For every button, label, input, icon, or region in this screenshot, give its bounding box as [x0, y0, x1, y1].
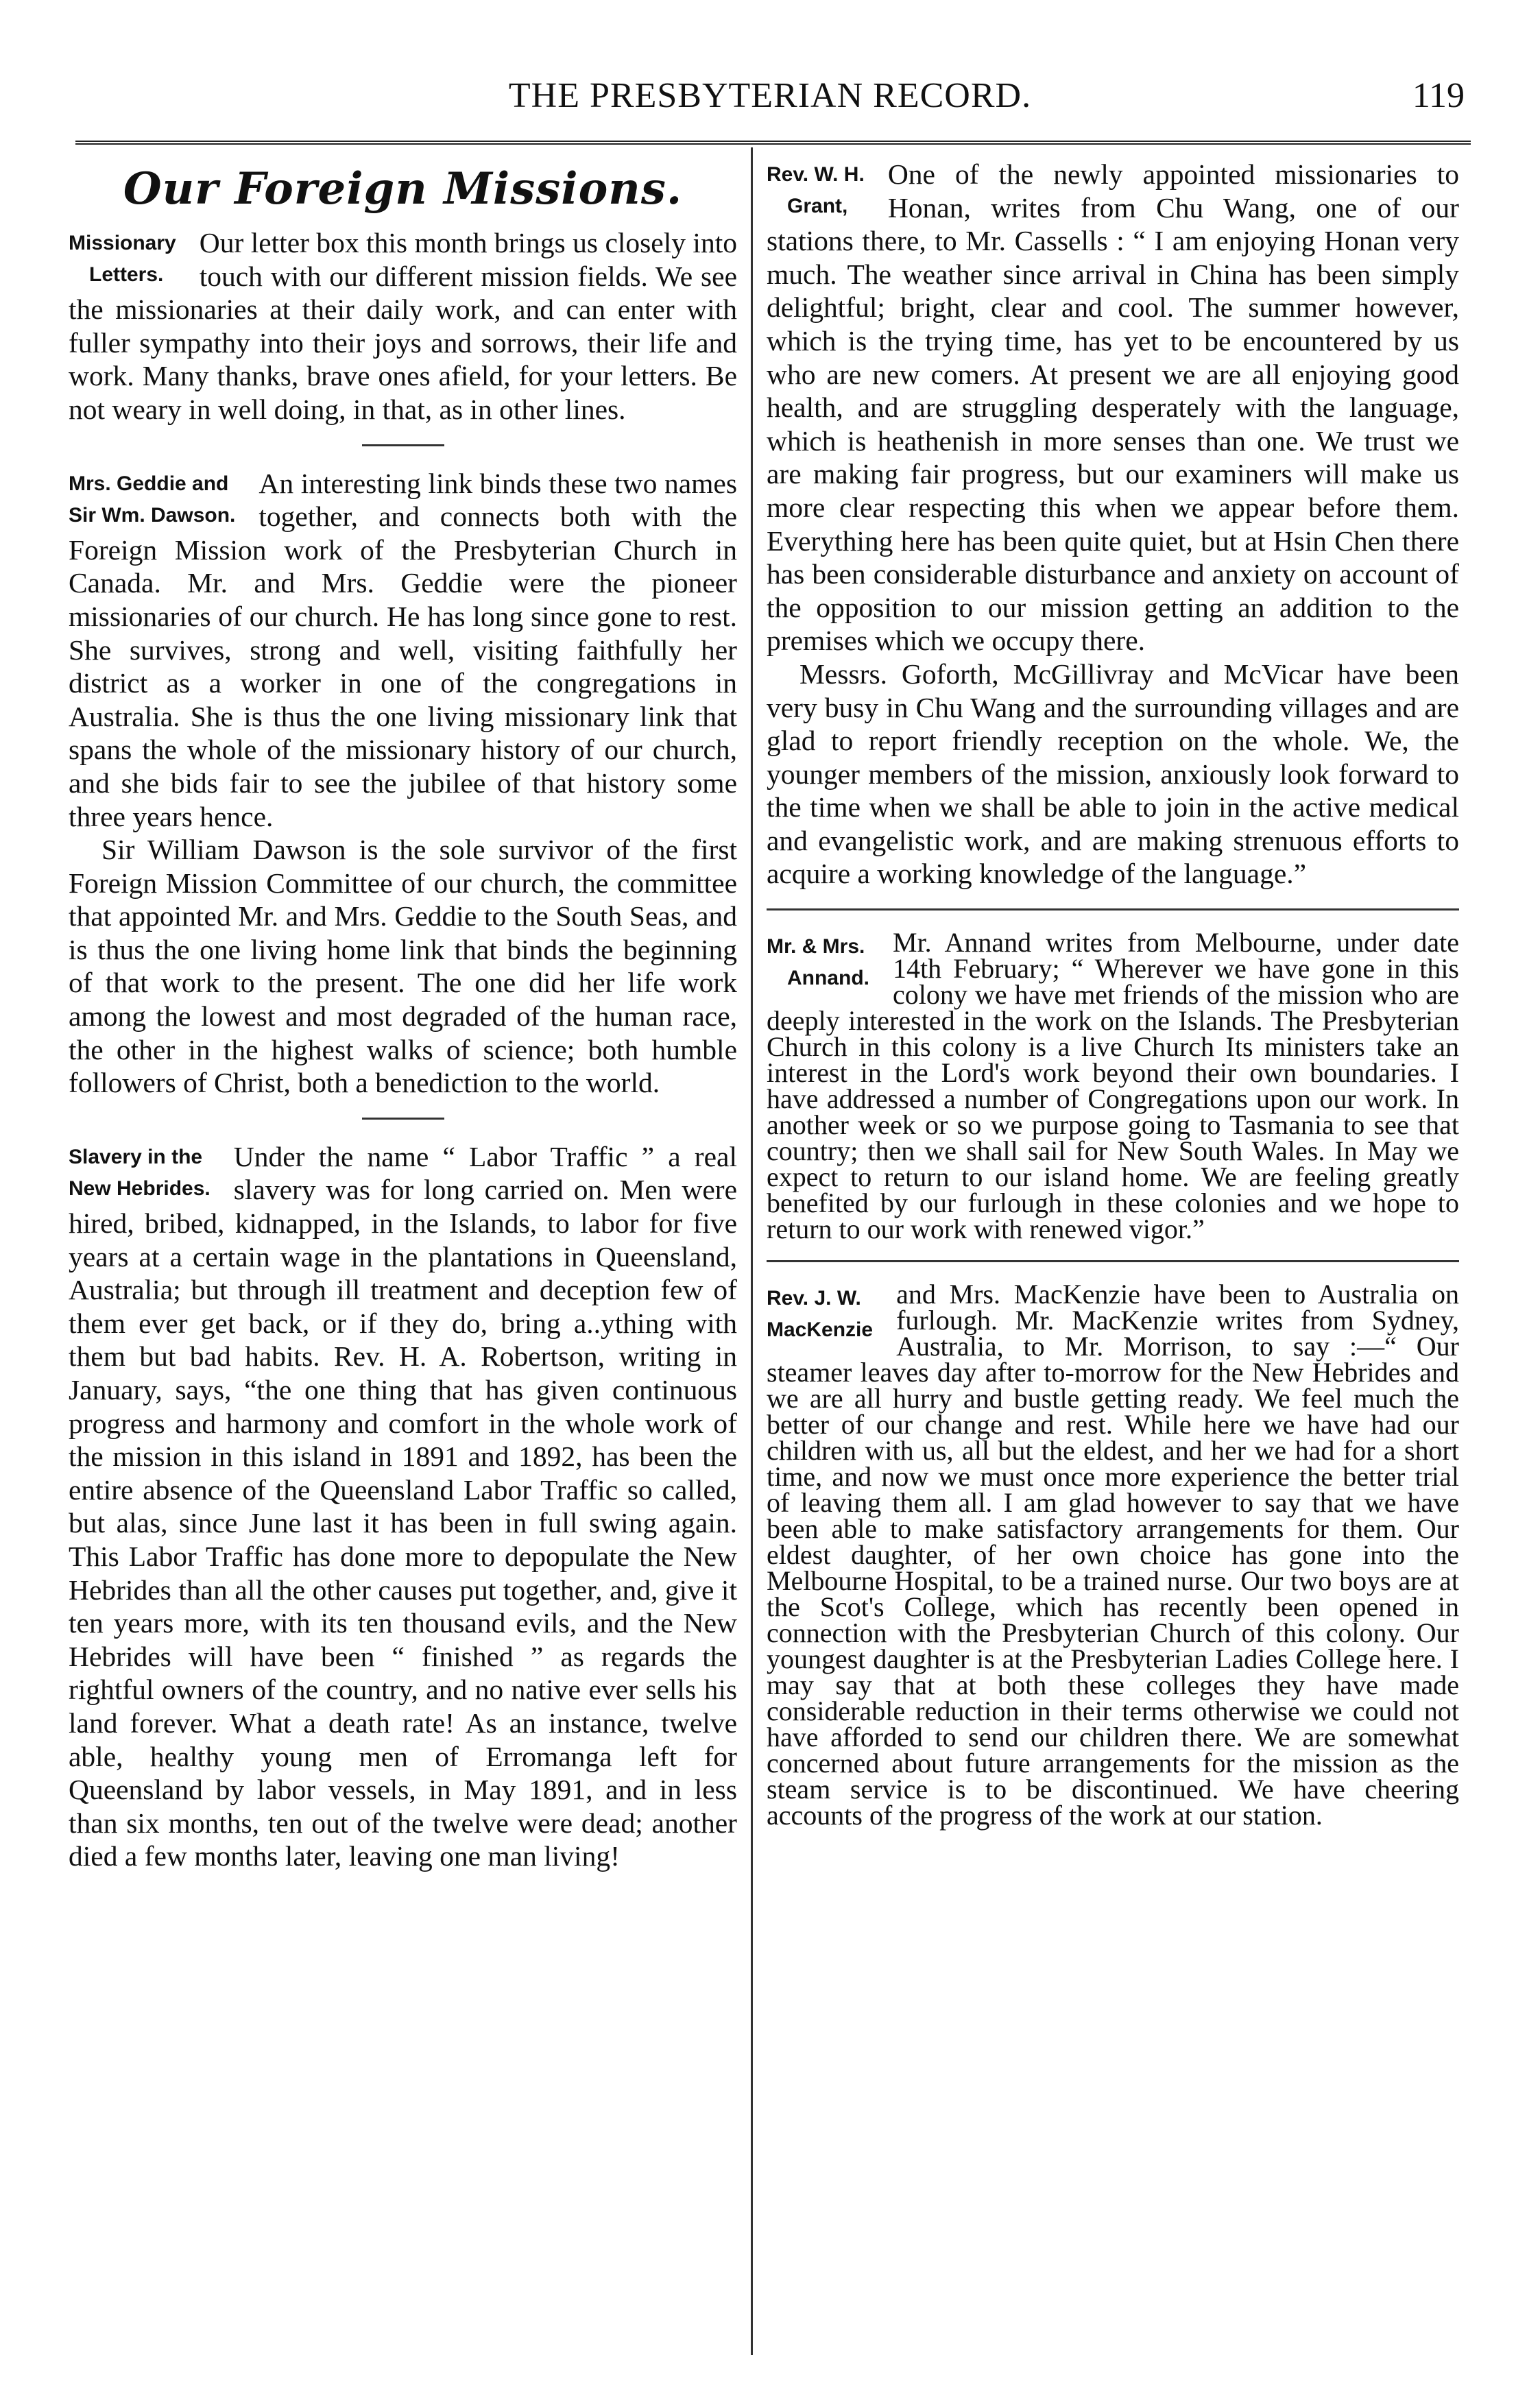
side-heading-line: Letters. — [89, 263, 164, 286]
article-text: Sir William Dawson is the sole survivor of the first Foreign Mission Committee of our church, the committee that appointed Mr. and Mrs. Geddie to the South Seas, and is thus the one living home link that binds the beginning of that work to the present. The one did her life work among the lowest and most degraded of the human race, the other in the highest walks of science; both humble followers of Christ, both a benediction to the world. — [69, 834, 737, 1099]
side-heading-line: MacKenzie — [767, 1318, 874, 1342]
side-heading — [767, 931, 869, 994]
side-heading — [69, 228, 176, 291]
article-text: One of the newly appointed missionaries to Honan, writes from Chu Wang, one of our stations there, to Mr. Cassells : “ I am enjoying Honan very much. The weather since arrival in China has been simply delightful; bright, clear and cool. The summer however, which is the trying time, has yet to be encountered by us who are new comers. At present we are all enjoying good health, and are struggling desperately with the language, which is heathenish in more senses than one. We trust we are making fair progress, but our examiners will make us more clear respecting this when we appear before them. Everything here has been quite quiet, but at Hsin Chen there has been considerable disturbance and anxiety on account of the opposition to our mission getting an addition to the premises which we occupy there. — [767, 158, 1459, 657]
side-heading — [69, 468, 235, 531]
side-heading — [767, 159, 865, 222]
right-column — [767, 158, 1459, 2345]
article-grant — [767, 158, 1459, 891]
left-column — [69, 158, 737, 2345]
side-heading-line: Slavery in the — [69, 1145, 203, 1168]
header-rule — [75, 141, 1471, 145]
side-heading-line: Grant, — [787, 195, 848, 217]
article-slavery — [69, 1140, 737, 1873]
article-text: Our letter box this month brings us closely into touch with our different mission fields. We see the missionaries at their daily work, and can enter with fuller sympathy into their joys and sorrows, their life and work. Many thanks, brave ones afield, for your letters. Be not weary in well doing, in that, as in other lines. — [69, 227, 737, 425]
side-heading-line: Mrs. Geddie and — [69, 472, 229, 495]
side-heading-line: Rev. J. W. — [767, 1287, 861, 1310]
running-title: THE PRESBYTERIAN RECORD. — [508, 76, 1032, 115]
article-mackenzie — [767, 1281, 1459, 1829]
article-text: and Mrs. MacKenzie have been to Australia on furlough. Mr. MacKenzie writes from Sydney, Australia, to Mr. Morrison, to say :—“ Our steamer leaves day after to-morrow for the New Hebrides and we are all hurry and bustle getting ready. We feel much the better of our change and rest. While here we have had our children with us, all but the eldest, and her we had for a short time, and now we must once more experience the better trial of leaving them all. I am glad however to say that we have been able to make satisfactory arrangements for them. Our eldest daughter, of her own choice has gone into the Melbourne Hospital, to be a trained nurse. Our two boys are at the Scot's College, which has recently been opened in connection with the Presbyterian Church of this colony. Our youngest daughter is at the Presbyterian Ladies College here. I may say that at both these colleges they have made considerable reduction in their terms otherwise we could not have afforded to send our children there. We are somewhat concerned about future arrangements for the mission as the steam service is to be discontinued. We have cheering accounts of the progress of the work at our station. — [767, 1279, 1459, 1831]
side-heading — [767, 1283, 873, 1346]
page-number: 119 — [1412, 76, 1465, 115]
side-heading-line: Rev. W. H. — [767, 163, 865, 186]
side-heading-line: Sir Wm. Dawson. — [69, 503, 236, 527]
article-text: Messrs. Goforth, McGillivray and McVicar have been very busy in Chu Wang and the surrounding villages and are glad to report friendly reception on the whole. We, the younger members of the mission, anxiously look forward to the time when we shall be able to join in the active medical and evangelistic work, and are making strenuous efforts to acquire a working knowledge of the language.” — [767, 658, 1459, 890]
page-header — [0, 75, 1540, 130]
article-geddie-dawson — [69, 467, 737, 1100]
article-text: An interesting link binds these two names together, and connects both with the Foreign Mission work of the Presbyterian Church in Canada. Mr. and Mrs. Geddie were the pioneer missionaries of our church. He has long since gone to rest. She survives, strong and well, visiting faithfully her district as a worker in one of the congregations in Australia. She is thus the one living missionary link that spans the whole of the missionary history of our church, and she bids fair to see the jubilee of that history some three years hence. — [69, 467, 737, 832]
column-divider — [751, 147, 753, 2355]
side-heading-line: New Hebrides. — [69, 1177, 210, 1200]
side-heading-line: Missionary — [69, 232, 176, 254]
section-rule — [362, 1118, 444, 1120]
article-annand — [767, 927, 1459, 1245]
side-heading — [69, 1142, 210, 1205]
section-rule — [362, 444, 444, 446]
article-text: Mr. Annand writes from Melbourne, under date 14th February; “ Wherever we have gone in this colony we have met friends of the mission who are deeply interested in the work on the Islands. The Presbyterian Church in this colony is a live Church Its ministers take an interest in the Lord's work beyond their own boundaries. I have addressed a number of Congregations upon our work. In another week or so we purpose going to Tasmania to see that country; then we shall sail for New South Wales. In May we expect to return to our island home. We are feeling greatly benefited by our furlough in these colonies and we hope to return to our work with renewed vigor.” — [767, 927, 1459, 1245]
section-heading: Our Foreign Missions. — [123, 163, 683, 215]
side-heading-line: Annand. — [787, 967, 869, 990]
article-missionary-letters — [69, 226, 737, 426]
section-rule — [767, 1260, 1459, 1262]
side-heading-line: Mr. & Mrs. — [767, 935, 865, 958]
article-text: Under the name “ Labor Traffic ” a real slavery was for long carried on. Men were hired, bribed, kidnapped, in the Islands, to labor for five years at a certain wage in the plantations in Queensland, Australia; but through ill treatment and deception few of them ever get back, or if they do, bring a..ything with them but bad habits. Rev. H. A. Robertson, writing in January, says, “the one thing that has given continuous progress and harmony and comfort in the whole work of the mission in this island in 1891 and 1892, has been the entire absence of the Queensland Labor Traffic so called, but alas, since June last it has been in full swing again. This Labor Traffic has done more to depopulate the New Hebrides than all the other causes put together, and, give it ten years more, with its ten thousand evils, and the New Hebrides will have been “ finished ” as regards the rightful owners of the country, and no native ever sells his land forever. What a death rate! As an instance, twelve able, healthy young men of Erromanga left for Queensland by labor vessels, in May 1891, and in less than six months, ten out of the twelve were dead; another died a few months later, leaving one man living! — [69, 1140, 737, 1872]
section-rule — [767, 908, 1459, 910]
